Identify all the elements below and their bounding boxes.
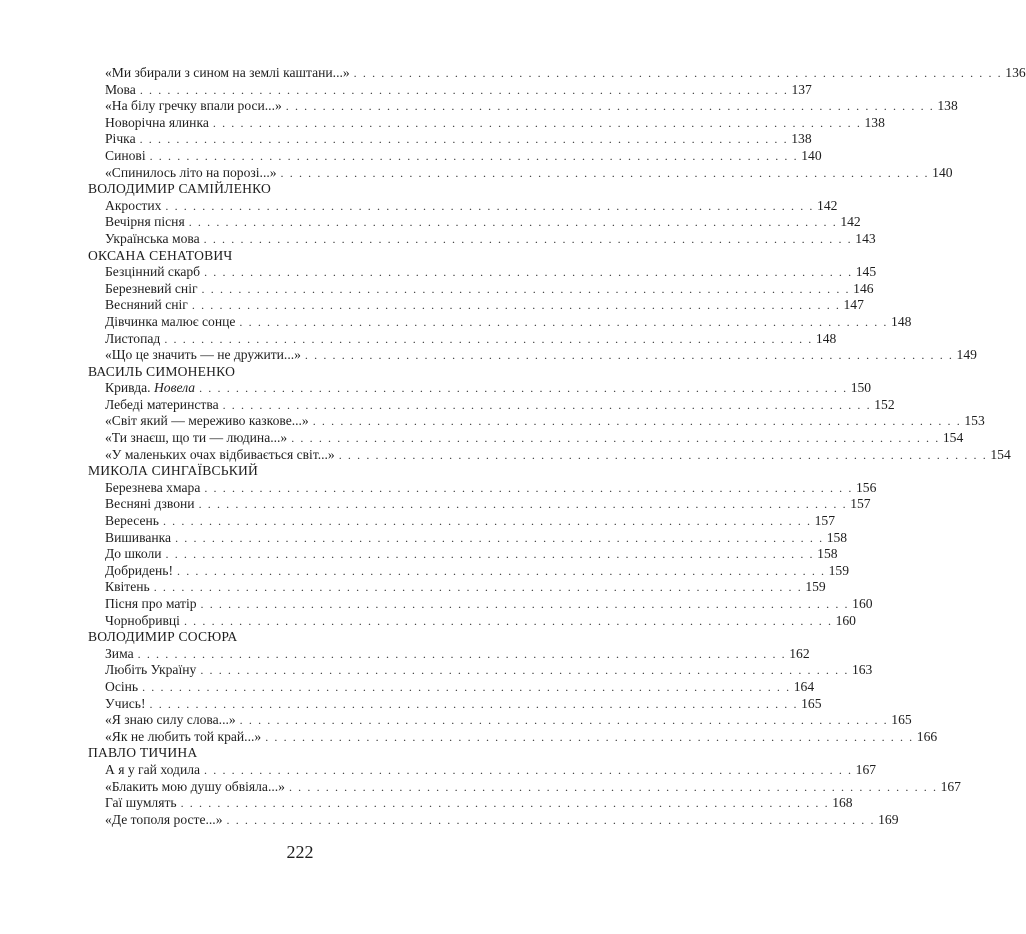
toc-entry <box>88 264 877 281</box>
toc-entry <box>88 131 812 148</box>
author-name: МИКОЛА СИНГАЇВСЬКИЙ <box>88 463 259 479</box>
entry-page: 145 <box>855 264 877 280</box>
entry-page: 169 <box>878 811 899 827</box>
entry-title: Українська мова <box>105 230 200 246</box>
entry-title: Вечірня пісня <box>105 214 185 230</box>
toc-entry <box>88 662 873 679</box>
entry-page: 157 <box>850 496 871 512</box>
entry-title: Пісня про матір <box>105 596 197 611</box>
leader-dots: . . . . . . . . . . . . . . . . . . . . . . . . . . . . . . . . . . . . . . . . . . . . . . . . . . . . . . . . . . . . . . . . . . . . . . . <box>183 613 833 628</box>
toc-entry <box>88 612 856 630</box>
entry-title: Весняний сніг <box>105 297 188 313</box>
entry-title: Вересень <box>105 513 159 529</box>
entry-title-wrap <box>105 148 146 165</box>
toc-entry <box>88 695 822 713</box>
entry-title-wrap <box>105 480 200 497</box>
leader-dots: . . . . . . . . . . . . . . . . . . . . . . . . . . . . . . . . . . . . . . . . . . . . . . . . . . . . . . . . . . . . . . . . . . . . . . . <box>239 314 889 329</box>
entry-title: Листопад <box>105 330 161 346</box>
entry-title-wrap <box>105 513 159 530</box>
toc-entry <box>88 811 899 829</box>
entry-page: 146 <box>853 280 874 296</box>
leader-dots: . . . . . . . . . . . . . . . . . . . . . . . . . . . . . . . . . . . . . . . . . . . . . . . . . . . . . . . . . . . . . . . . . . . . . . . <box>353 66 1003 80</box>
leader-dots: . . . . . . . . . . . . . . . . . . . . . . . . . . . . . . . . . . . . . . . . . . . . . . . . . . . . . . . . . . . . . . . . . . . . . . . <box>142 679 791 694</box>
entry-page: 148 <box>815 330 837 346</box>
leader-dots: . . . . . . . . . . . . . . . . . . . . . . . . . . . . . . . . . . . . . . . . . . . . . . . . . . . . . . . . . . . . . . . . . . . . . . . <box>212 115 862 130</box>
entry-page: 150 <box>850 380 872 396</box>
entry-title: Березневий сніг <box>105 280 198 296</box>
toc-entry <box>88 562 850 580</box>
author-heading <box>88 629 535 646</box>
leader-dots: . . . . . . . . . . . . . . . . . . . . . . . . . . . . . . . . . . . . . . . . . . . . . . . . . . . . . . . . . . . . . . . . . . . . . . . <box>203 231 853 246</box>
entry-page: 160 <box>835 612 856 628</box>
author-name: ПАВЛО ТИЧИНА <box>88 745 198 761</box>
entry-title: «Як не любить той край...» <box>105 728 262 744</box>
entry-title: Лебеді материнства <box>105 396 219 412</box>
entry-page: 153 <box>964 413 985 429</box>
entry-title-wrap <box>105 331 160 348</box>
leader-dots: . . . . . . . . . . . . . . . . . . . . . . . . . . . . . . . . . . . . . . . . . . . . . . . . . . . . . . . . . . . . . . . . . . . . . . . <box>222 397 872 412</box>
entry-title-wrap <box>105 198 161 215</box>
leader-dots: . . . . . . . . . . . . . . . . . . . . . . . . . . . . . . . . . . . . . . . . . . . . . . . . . . . . . . . . . . . . . . . . . . . . . . . <box>200 663 849 678</box>
entry-page: 148 <box>891 313 912 329</box>
leader-dots: . . . . . . . . . . . . . . . . . . . . . . . . . . . . . . . . . . . . . . . . . . . . . . . . . . . . . . . . . . . . . . . . . . . . . . . <box>177 563 826 578</box>
toc-entry <box>88 513 835 530</box>
leader-dots: . . . . . . . . . . . . . . . . . . . . . . . . . . . . . . . . . . . . . . . . . . . . . . . . . . . . . . . . . . . . . . . . . . . . . . . <box>239 713 889 728</box>
entry-title: Зима <box>105 645 134 661</box>
entry-title-wrap <box>105 447 335 464</box>
entry-title-wrap <box>105 115 209 132</box>
author-heading <box>88 181 535 198</box>
toc-entry <box>88 430 964 447</box>
toc-entry <box>88 98 958 115</box>
entry-title-wrap <box>105 563 173 580</box>
entry-page: 164 <box>793 678 815 694</box>
leader-dots: . . . . . . . . . . . . . . . . . . . . . . . . . . . . . . . . . . . . . . . . . . . . . . . . . . . . . . . . . . . . . . . . . . . . . . . <box>200 597 850 611</box>
entry-page: 138 <box>791 131 812 147</box>
toc-entry <box>88 313 912 331</box>
leader-dots: . . . . . . . . . . . . . . . . . . . . . . . . . . . . . . . . . . . . . . . . . . . . . . . . . . . . . . . . . . . . . . . . . . . . . . . <box>280 165 930 180</box>
entry-title-wrap <box>105 679 138 696</box>
entry-page: 160 <box>852 596 873 611</box>
toc-entry <box>88 761 877 779</box>
entry-page: 142 <box>840 214 861 230</box>
entry-title-wrap <box>105 231 200 248</box>
toc-entry <box>88 197 838 215</box>
entry-title-wrap <box>105 65 350 82</box>
leader-dots: . . . . . . . . . . . . . . . . . . . . . . . . . . . . . . . . . . . . . . . . . . . . . . . . . . . . . . . . . . . . . . . . . . . . . . . <box>285 99 935 114</box>
entry-title-wrap <box>105 530 171 547</box>
toc-entry <box>88 114 885 132</box>
entry-title-wrap <box>105 729 261 746</box>
entry-title-wrap <box>105 762 200 779</box>
entry-page: 154 <box>942 430 964 446</box>
leader-dots: . . . . . . . . . . . . . . . . . . . . . . . . . . . . . . . . . . . . . . . . . . . . . . . . . . . . . . . . . . . . . . . . . . . . . . . <box>165 198 815 213</box>
leader-dots: . . . . . . . . . . . . . . . . . . . . . . . . . . . . . . . . . . . . . . . . . . . . . . . . . . . . . . . . . . . . . . . . . . . . . . . <box>162 514 812 529</box>
entry-title: Дівчинка малює сонце <box>105 313 236 329</box>
entry-title: Учись! <box>105 695 146 711</box>
entry-title: Квітень <box>105 579 150 595</box>
entry-page: 157 <box>814 513 835 529</box>
entry-page: 138 <box>937 98 958 114</box>
entry-title-wrap <box>105 579 150 596</box>
entry-page: 136 <box>1005 65 1026 80</box>
entry-title-wrap <box>105 596 197 613</box>
entry-title: Кривда. <box>105 380 151 396</box>
entry-title-wrap <box>105 413 309 430</box>
leader-dots: . . . . . . . . . . . . . . . . . . . . . . . . . . . . . . . . . . . . . . . . . . . . . . . . . . . . . . . . . . . . . . . . . . . . . . . <box>304 348 954 363</box>
toc-entry <box>88 778 961 796</box>
entry-title: «Світ який — мереживо казкове...» <box>105 413 309 429</box>
entry-page: 166 <box>916 728 938 744</box>
toc-entry <box>88 280 874 298</box>
author-name: ОКСАНА СЕНАТОВИЧ <box>88 247 233 263</box>
toc-entry <box>88 347 977 364</box>
entry-title: Акростих <box>105 197 162 213</box>
leader-dots: . . . . . . . . . . . . . . . . . . . . . . . . . . . . . . . . . . . . . . . . . . . . . . . . . . . . . . . . . . . . . . . . . . . . . . . <box>199 381 848 396</box>
toc-entry <box>88 330 837 348</box>
author-name: ВОЛОДИМИР САМІЙЛЕНКО <box>88 181 272 197</box>
entry-page: 147 <box>843 297 864 313</box>
entry-page: 165 <box>801 695 822 711</box>
entry-title: «Ми збирали з сином на землі каштани...» <box>105 65 350 80</box>
toc-entry <box>88 546 838 563</box>
entry-page: 158 <box>826 529 848 545</box>
entry-title: Вишиванка <box>105 529 172 545</box>
leader-dots: . . . . . . . . . . . . . . . . . . . . . . . . . . . . . . . . . . . . . . . . . . . . . . . . . . . . . . . . . . . . . . . . . . . . . . . <box>139 132 789 147</box>
entry-title-wrap <box>105 712 236 729</box>
entry-title: Чорнобривці <box>105 612 180 628</box>
entry-title: «Я знаю силу слова...» <box>105 712 236 728</box>
entry-title-wrap <box>105 165 277 182</box>
toc-entry <box>88 678 815 696</box>
entry-title: А я у гай ходила <box>105 761 201 777</box>
entry-title-wrap <box>105 397 219 414</box>
leader-dots: . . . . . . . . . . . . . . . . . . . . . . . . . . . . . . . . . . . . . . . . . . . . . . . . . . . . . . . . . . . . . . . . . . . . . . . <box>175 530 824 545</box>
author-name: ВОЛОДИМИР СОСЮРА <box>88 629 238 645</box>
leader-dots: . . . . . . . . . . . . . . . . . . . . . . . . . . . . . . . . . . . . . . . . . . . . . . . . . . . . . . . . . . . . . . . . . . . . . . . <box>165 547 815 562</box>
entry-page: 154 <box>990 446 1011 462</box>
entry-title-wrap <box>105 380 195 397</box>
leader-dots: . . . . . . . . . . . . . . . . . . . . . . . . . . . . . . . . . . . . . . . . . . . . . . . . . . . . . . . . . . . . . . . . . . . . . . . <box>312 414 962 429</box>
entry-title-wrap <box>105 430 287 447</box>
entry-title: Мова <box>105 81 136 97</box>
entry-page: 165 <box>891 712 912 728</box>
entry-page: 140 <box>801 147 822 163</box>
entry-title-wrap <box>105 696 146 713</box>
entry-title: «На білу гречку впали роси...» <box>105 98 282 114</box>
author-heading <box>88 745 535 762</box>
entry-page: 156 <box>855 479 877 495</box>
entry-title-wrap <box>105 314 235 331</box>
toc-entry <box>88 214 861 231</box>
toc-entry <box>88 81 812 99</box>
entry-title: Гаї шумлять <box>105 795 177 811</box>
entry-title: «У маленьких очах відбивається світ...» <box>105 446 335 462</box>
entry-title: Новорічна ялинка <box>105 114 209 130</box>
entry-page: 167 <box>940 778 961 794</box>
entry-title-wrap <box>105 795 177 812</box>
entry-page: 137 <box>791 81 812 97</box>
entry-page: 168 <box>832 795 853 811</box>
leader-dots: . . . . . . . . . . . . . . . . . . . . . . . . . . . . . . . . . . . . . . . . . . . . . . . . . . . . . . . . . . . . . . . . . . . . . . . <box>191 298 841 313</box>
toc-entry <box>88 728 938 746</box>
entry-title: Любіть Україну <box>105 662 197 678</box>
leader-dots: . . . . . . . . . . . . . . . . . . . . . . . . . . . . . . . . . . . . . . . . . . . . . . . . . . . . . . . . . . . . . . . . . . . . . . . <box>198 497 848 512</box>
entry-title: Добридень! <box>105 562 174 578</box>
entry-page: 163 <box>851 662 873 678</box>
leader-dots: . . . . . . . . . . . . . . . . . . . . . . . . . . . . . . . . . . . . . . . . . . . . . . . . . . . . . . . . . . . . . . . . . . . . . . . <box>204 265 853 280</box>
toc-entry <box>88 446 1011 464</box>
entry-page: 149 <box>956 347 977 363</box>
author-heading <box>88 248 535 265</box>
entry-title: «Де тополя росте...» <box>105 811 223 827</box>
entry-title: Річка <box>105 131 136 147</box>
entry-page: 138 <box>864 114 885 130</box>
entry-title: «Ти знаєш, що ти — людина...» <box>105 430 288 446</box>
entry-title: Осінь <box>105 678 139 694</box>
leader-dots: . . . . . . . . . . . . . . . . . . . . . . . . . . . . . . . . . . . . . . . . . . . . . . . . . . . . . . . . . . . . . . . . . . . . . . . <box>204 762 853 777</box>
toc-entry <box>88 230 876 248</box>
leader-dots: . . . . . . . . . . . . . . . . . . . . . . . . . . . . . . . . . . . . . . . . . . . . . . . . . . . . . . . . . . . . . . . . . . . . . . . <box>153 580 803 595</box>
entry-title: «Що це значить — не дружити...» <box>105 347 301 363</box>
entry-title-wrap <box>105 546 162 563</box>
entry-title-wrap <box>105 662 196 679</box>
entry-title-wrap <box>105 214 185 231</box>
page-number: 222 <box>286 842 314 862</box>
entry-title-wrap <box>105 297 188 314</box>
leader-dots: . . . . . . . . . . . . . . . . . . . . . . . . . . . . . . . . . . . . . . . . . . . . . . . . . . . . . . . . . . . . . . . . . . . . . . . <box>188 215 838 230</box>
toc-entry <box>88 380 872 397</box>
leader-dots: . . . . . . . . . . . . . . . . . . . . . . . . . . . . . . . . . . . . . . . . . . . . . . . . . . . . . . . . . . . . . . . . . . . . . . . <box>164 331 813 346</box>
leader-dots: . . . . . . . . . . . . . . . . . . . . . . . . . . . . . . . . . . . . . . . . . . . . . . . . . . . . . . . . . . . . . . . . . . . . . . . <box>204 480 853 495</box>
entry-title-wrap <box>105 347 301 364</box>
leader-dots: . . . . . . . . . . . . . . . . . . . . . . . . . . . . . . . . . . . . . . . . . . . . . . . . . . . . . . . . . . . . . . . . . . . . . . . <box>338 447 988 462</box>
entry-title-wrap <box>105 779 285 796</box>
leader-dots: . . . . . . . . . . . . . . . . . . . . . . . . . . . . . . . . . . . . . . . . . . . . . . . . . . . . . . . . . . . . . . . . . . . . . . . <box>137 646 787 661</box>
entry-title-wrap <box>105 131 136 148</box>
toc-entry <box>88 65 1026 82</box>
entry-title-wrap <box>105 281 198 298</box>
toc-entry <box>88 496 871 513</box>
author-heading <box>88 364 535 381</box>
leader-dots: . . . . . . . . . . . . . . . . . . . . . . . . . . . . . . . . . . . . . . . . . . . . . . . . . . . . . . . . . . . . . . . . . . . . . . . <box>291 431 940 446</box>
author-heading <box>88 463 535 480</box>
entry-title-wrap <box>105 264 200 281</box>
leader-dots: . . . . . . . . . . . . . . . . . . . . . . . . . . . . . . . . . . . . . . . . . . . . . . . . . . . . . . . . . . . . . . . . . . . . . . . <box>265 729 914 744</box>
toc-entry <box>88 529 848 547</box>
toc-entry <box>88 147 822 165</box>
leader-dots: . . . . . . . . . . . . . . . . . . . . . . . . . . . . . . . . . . . . . . . . . . . . . . . . . . . . . . . . . . . . . . . . . . . . . . . <box>139 82 789 97</box>
author-name: ВАСИЛЬ СИМОНЕНКО <box>88 363 236 379</box>
entry-title-wrap <box>105 496 195 513</box>
entry-title: Безцінний скарб <box>105 264 201 280</box>
table-of-contents <box>88 65 1026 828</box>
toc-entry <box>88 579 826 596</box>
toc-entry <box>88 712 912 729</box>
entry-subtitle: Новела <box>153 380 196 396</box>
entry-title-wrap <box>105 98 282 115</box>
entry-page: 162 <box>789 645 810 661</box>
leader-dots: . . . . . . . . . . . . . . . . . . . . . . . . . . . . . . . . . . . . . . . . . . . . . . . . . . . . . . . . . . . . . . . . . . . . . . . <box>180 796 830 811</box>
entry-title: Березнева хмара <box>105 479 201 495</box>
entry-title: «Блакить мою душу обвіяла...» <box>105 778 285 794</box>
toc-entry <box>88 164 953 182</box>
toc-entry <box>88 645 810 663</box>
entry-title: До школи <box>105 546 162 562</box>
entry-title-wrap <box>105 646 134 663</box>
toc-entry <box>88 596 873 613</box>
entry-title-wrap <box>105 82 136 99</box>
entry-page: 167 <box>855 761 877 777</box>
toc-entry <box>88 479 877 497</box>
entry-title-wrap <box>105 812 223 829</box>
toc-entry <box>88 396 895 414</box>
entry-page: 159 <box>828 562 850 578</box>
entry-page: 152 <box>874 396 895 412</box>
entry-page: 140 <box>932 164 953 180</box>
entry-page: 158 <box>817 546 838 562</box>
entry-title: Весняні дзвони <box>105 496 195 512</box>
toc-entry <box>88 413 985 430</box>
entry-title-wrap <box>105 613 180 630</box>
leader-dots: . . . . . . . . . . . . . . . . . . . . . . . . . . . . . . . . . . . . . . . . . . . . . . . . . . . . . . . . . . . . . . . . . . . . . . . <box>201 281 851 296</box>
leader-dots: . . . . . . . . . . . . . . . . . . . . . . . . . . . . . . . . . . . . . . . . . . . . . . . . . . . . . . . . . . . . . . . . . . . . . . . <box>149 148 799 163</box>
entry-page: 142 <box>817 197 838 213</box>
leader-dots: . . . . . . . . . . . . . . . . . . . . . . . . . . . . . . . . . . . . . . . . . . . . . . . . . . . . . . . . . . . . . . . . . . . . . . . <box>288 779 938 794</box>
leader-dots: . . . . . . . . . . . . . . . . . . . . . . . . . . . . . . . . . . . . . . . . . . . . . . . . . . . . . . . . . . . . . . . . . . . . . . . <box>149 696 799 711</box>
toc-entry <box>88 297 864 314</box>
entry-title: «Спинилось літо на порозі...» <box>105 164 277 180</box>
entry-title: Синові <box>105 147 146 163</box>
toc-entry <box>88 795 853 812</box>
entry-page: 143 <box>855 230 876 246</box>
leader-dots: . . . . . . . . . . . . . . . . . . . . . . . . . . . . . . . . . . . . . . . . . . . . . . . . . . . . . . . . . . . . . . . . . . . . . . . <box>226 812 876 827</box>
entry-page: 159 <box>805 579 826 595</box>
